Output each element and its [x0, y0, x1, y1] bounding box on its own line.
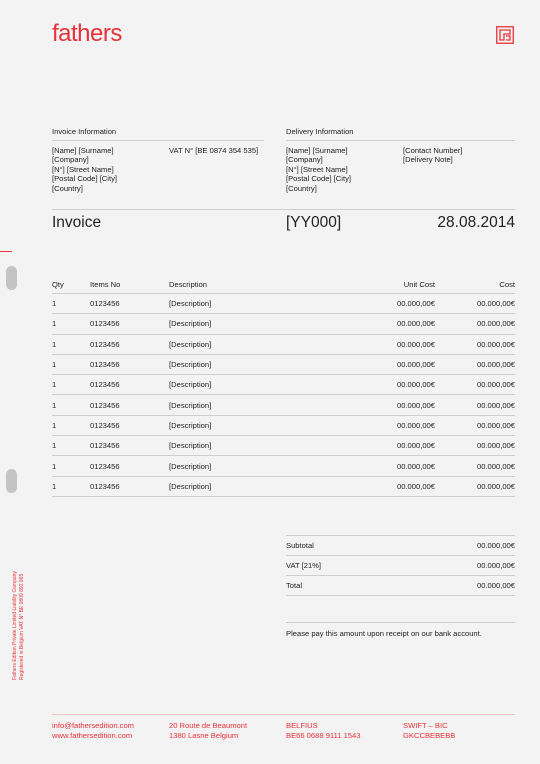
page-title: Invoice [52, 214, 102, 231]
divider [52, 140, 264, 141]
cell-qty: 1 [52, 314, 90, 334]
table-row [52, 294, 515, 314]
totals-row-subtotal: Subtotal 00.000,00€ [286, 536, 515, 556]
cell-unit-cost: 00.000,00€ [319, 476, 435, 496]
divider [52, 209, 515, 210]
cell-items-no: 0123456 [90, 354, 169, 374]
divider [286, 622, 515, 623]
invoice-number: [YY000] [286, 214, 342, 231]
website-link[interactable]: www.fathersedition.com [52, 731, 133, 740]
cell-unit-cost: 00.000,00€ [319, 375, 435, 395]
divider [286, 535, 515, 536]
cell-cost: 00.000,00€ [435, 294, 515, 314]
totals-row-vat: VAT [21%] 00.000,00€ [286, 556, 515, 576]
cell-qty: 1 [52, 294, 90, 314]
cell-items-no: 0123456 [90, 334, 169, 354]
table-row [52, 436, 515, 456]
cell-unit-cost: 00.000,00€ [319, 436, 435, 456]
cell-description: [Description] [169, 314, 319, 334]
cell-qty: 1 [52, 354, 90, 374]
cell-description: [Description] [169, 334, 319, 354]
cell-qty: 1 [52, 456, 90, 476]
footer-divider [52, 714, 515, 715]
delivery-contact: [Contact Number] [Delivery Note] [403, 146, 463, 165]
table-row [52, 415, 515, 435]
cell-unit-cost: 00.000,00€ [319, 354, 435, 374]
delivery-address: [Name] [Surname] [Company] [N°] [Street Name] [Postal Code] [City] [Country] [286, 146, 351, 193]
payment-note: Please pay this amount upon receipt on our bank account. [286, 629, 482, 638]
items-table [52, 276, 515, 497]
email-link[interactable]: info@fathersedition.com [52, 721, 134, 730]
col-header-cost: Cost [435, 276, 515, 294]
cell-cost: 00.000,00€ [435, 375, 515, 395]
cell-unit-cost: 00.000,00€ [319, 395, 435, 415]
cell-cost: 00.000,00€ [435, 314, 515, 334]
divider [286, 140, 515, 141]
cell-cost: 00.000,00€ [435, 334, 515, 354]
cell-description: [Description] [169, 456, 319, 476]
cell-items-no: 0123456 [90, 415, 169, 435]
cell-items-no: 0123456 [90, 456, 169, 476]
cell-cost: 00.000,00€ [435, 395, 515, 415]
cell-items-no: 0123456 [90, 436, 169, 456]
cell-unit-cost: 00.000,00€ [319, 294, 435, 314]
invoice-info-label: Invoice Information [52, 127, 117, 136]
cell-qty: 1 [52, 476, 90, 496]
vat-number: VAT N° [BE 0874 354 535] [169, 146, 259, 155]
cell-items-no: 0123456 [90, 395, 169, 415]
cell-unit-cost: 00.000,00€ [319, 415, 435, 435]
fathers-logo-icon [496, 26, 514, 44]
cell-unit-cost: 00.000,00€ [319, 334, 435, 354]
binder-hole [6, 266, 17, 290]
table-row [52, 456, 515, 476]
table-row [52, 334, 515, 354]
cell-description: [Description] [169, 375, 319, 395]
footer-contact [52, 721, 134, 741]
cell-qty: 1 [52, 395, 90, 415]
col-header-qty: Qty [52, 276, 90, 294]
cell-cost: 00.000,00€ [435, 476, 515, 496]
totals-block [286, 535, 515, 596]
cell-description: [Description] [169, 354, 319, 374]
totals-row-total: Total 00.000,00€ [286, 576, 515, 596]
cell-cost: 00.000,00€ [435, 436, 515, 456]
cell-cost: 00.000,00€ [435, 354, 515, 374]
table-header-row [52, 276, 515, 294]
brand-wordmark: fathers [52, 20, 122, 47]
footer-address: 20 Route de Beaumont 1380 Lasne Belgium [169, 721, 248, 740]
footer-swift: SWIFT – BIC GKCCBEBEBB [403, 721, 456, 740]
binder-hole [6, 469, 17, 493]
cell-qty: 1 [52, 334, 90, 354]
cell-unit-cost: 00.000,00€ [319, 456, 435, 476]
footer-bank: BELFIUS BE66 0688 9111 1543 [286, 721, 361, 740]
fold-mark [0, 251, 12, 252]
cell-description: [Description] [169, 395, 319, 415]
col-header-description: Description [169, 276, 319, 294]
invoice-date: 28.08.2014 [437, 214, 515, 231]
company-registration: Fathers Edition Private Limited Liability Company Registered in Belgium VAT N° BE 0809 892 965 [12, 571, 25, 680]
cell-description: [Description] [169, 415, 319, 435]
cell-items-no: 0123456 [90, 476, 169, 496]
cell-items-no: 0123456 [90, 294, 169, 314]
col-header-items-no: Items No [90, 276, 169, 294]
table-row [52, 395, 515, 415]
table-row [52, 476, 515, 496]
cell-items-no: 0123456 [90, 314, 169, 334]
cell-qty: 1 [52, 415, 90, 435]
invoice-address: [Name] [Surname] [Company] [N°] [Street Name] [Postal Code] [City] [Country] [52, 146, 117, 193]
delivery-info-label: Delivery Information [286, 127, 354, 136]
cell-unit-cost: 00.000,00€ [319, 314, 435, 334]
table-row [52, 354, 515, 374]
cell-qty: 1 [52, 375, 90, 395]
table-row [52, 314, 515, 334]
cell-description: [Description] [169, 294, 319, 314]
cell-cost: 00.000,00€ [435, 456, 515, 476]
table-row [52, 375, 515, 395]
col-header-unit-cost: Unit Cost [319, 276, 435, 294]
cell-description: [Description] [169, 476, 319, 496]
cell-cost: 00.000,00€ [435, 415, 515, 435]
cell-items-no: 0123456 [90, 375, 169, 395]
cell-description: [Description] [169, 436, 319, 456]
cell-qty: 1 [52, 436, 90, 456]
